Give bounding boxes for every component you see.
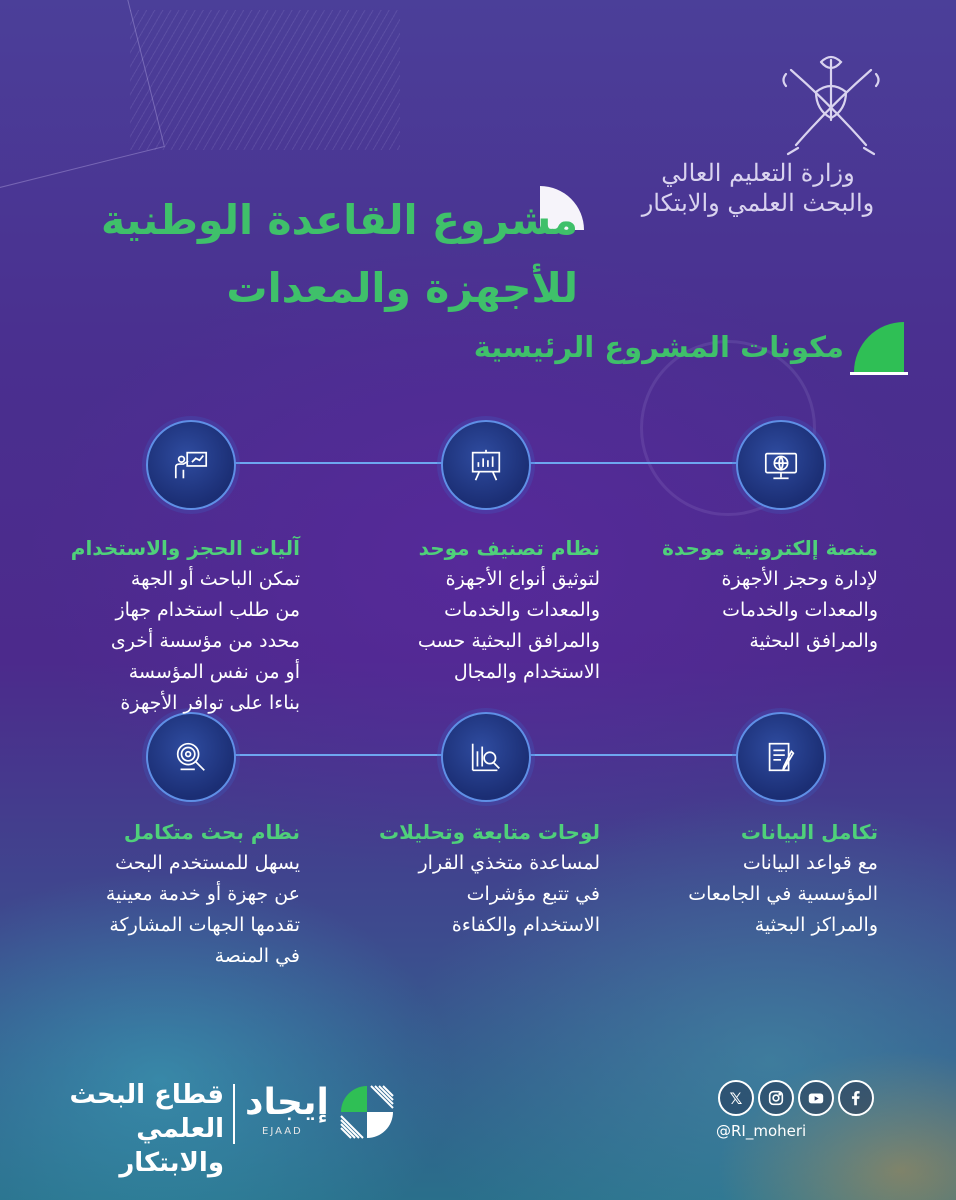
component-line: الاستخدام والمجال xyxy=(453,661,600,683)
social-handle[interactable]: @RI_moheri xyxy=(716,1122,807,1140)
footer-divider xyxy=(233,1084,235,1144)
component-line: والمعدات والخدمات xyxy=(722,599,878,621)
ministry-name xyxy=(638,158,878,218)
component-card-3 xyxy=(50,534,300,719)
ministry-line-1: وزارة التعليم العالي xyxy=(661,159,855,187)
component-icon-circle-1 xyxy=(736,420,826,510)
component-title: نظام تصنيف موحد xyxy=(418,536,600,560)
section-title: مكونات المشروع الرئيسية xyxy=(473,330,844,364)
brand-latin-name: EJAAD xyxy=(262,1126,303,1137)
component-card-2 xyxy=(355,534,600,688)
presentation-board-icon xyxy=(467,446,505,484)
youtube-icon[interactable] xyxy=(798,1080,834,1116)
project-title xyxy=(98,186,578,322)
x-logo-glyph: 𝕏 xyxy=(729,1088,743,1108)
x-social-icon[interactable] xyxy=(718,1080,754,1116)
component-line: مع قواعد البيانات xyxy=(742,852,878,874)
component-line: محدد من مؤسسة أخرى xyxy=(110,630,300,652)
project-title-line-2: للأجهزة والمعدات xyxy=(226,264,578,312)
instagram-icon[interactable] xyxy=(758,1080,794,1116)
component-line: المؤسسية في الجامعات xyxy=(688,883,878,905)
sector-line-1: قطاع البحث xyxy=(69,1080,224,1110)
component-title: نظام بحث متكامل xyxy=(123,820,300,844)
component-card-5 xyxy=(355,818,600,941)
component-line: والمرافق البحثية xyxy=(749,630,878,652)
component-title: منصة إلكترونية موحدة xyxy=(662,536,878,560)
component-icon-circle-6 xyxy=(146,712,236,802)
component-icon-circle-3 xyxy=(146,420,236,510)
chart-magnifier-icon xyxy=(467,738,505,776)
component-line: من طلب استخدام جهاز xyxy=(115,599,300,621)
sector-name xyxy=(24,1078,224,1180)
component-line: بناءا على توافر الأجهزة xyxy=(120,692,300,714)
brand-name: إيجاد xyxy=(245,1082,329,1123)
component-line: يسهل للمستخدم البحث xyxy=(115,852,300,874)
oman-emblem-icon xyxy=(776,50,886,160)
component-line: لتوثيق أنواع الأجهزة xyxy=(445,568,600,590)
component-line: في المنصة xyxy=(214,945,300,967)
component-card-1 xyxy=(633,534,878,657)
component-line: في تتبع مؤشرات xyxy=(466,883,600,905)
globe-monitor-icon xyxy=(762,446,800,484)
document-pen-icon xyxy=(762,738,800,776)
ministry-line-2: والبحث العلمي والابتكار xyxy=(641,189,875,217)
component-line: لمساعدة متخذي القرار xyxy=(418,852,600,874)
search-disc-icon xyxy=(172,738,210,776)
component-line: والمرافق البحثية حسب xyxy=(417,630,600,652)
component-icon-circle-2 xyxy=(441,420,531,510)
component-line: الاستخدام والكفاءة xyxy=(451,914,600,936)
component-title: لوحات متابعة وتحليلات xyxy=(379,820,600,844)
ejaad-logo-icon xyxy=(335,1080,399,1144)
component-title: تكامل البيانات xyxy=(740,820,878,844)
project-title-line-1: مشروع القاعدة الوطنية xyxy=(100,196,578,244)
decorative-hatching xyxy=(130,10,400,150)
presenter-icon xyxy=(172,446,210,484)
component-line: والمعدات والخدمات xyxy=(444,599,600,621)
section-underline xyxy=(850,372,908,375)
component-icon-circle-4 xyxy=(736,712,826,802)
facebook-icon[interactable] xyxy=(838,1080,874,1116)
section-quarter-mark xyxy=(854,322,904,372)
component-card-4 xyxy=(633,818,878,941)
component-line: عن جهزة أو خدمة معينية xyxy=(105,883,300,905)
component-title: آليات الحجز والاستخدام xyxy=(70,536,300,560)
component-line: لإدارة وحجز الأجهزة xyxy=(721,568,878,590)
component-line: أو من نفس المؤسسة xyxy=(128,661,300,683)
component-line: والمراكز البحثية xyxy=(754,914,878,936)
component-line: تقدمها الجهات المشاركة xyxy=(109,914,300,936)
component-card-6 xyxy=(50,818,300,972)
component-icon-circle-5 xyxy=(441,712,531,802)
sector-line-2: العلمي والابتكار xyxy=(119,1114,224,1178)
component-line: تمكن الباحث أو الجهة xyxy=(130,568,300,590)
